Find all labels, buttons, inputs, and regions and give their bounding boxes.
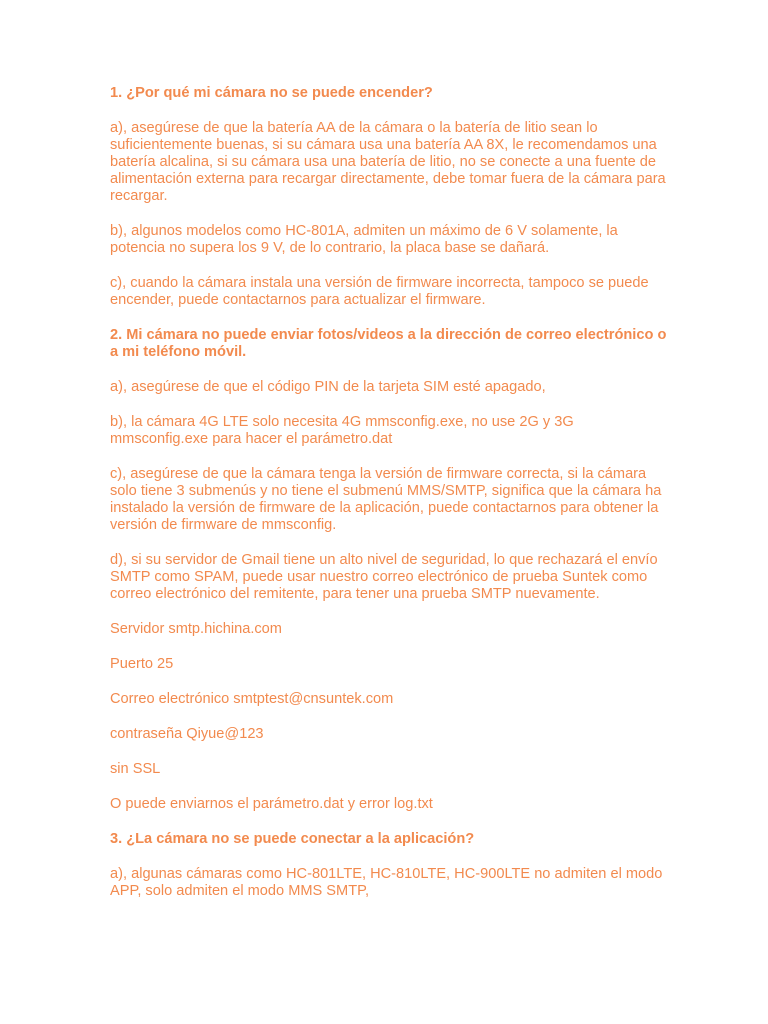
smtp-password-line: contraseña Qiyue@123 [110, 726, 264, 742]
section-1-paragraph-a: a), asegúrese de que la batería AA de la cámara o la batería de litio sean lo suficientemente buenas, si su cámara usa una batería AA 8X, le recomendamos una batería alcalina, si su cámara usa una batería de litio, no se conecte a una fuente de alimentación externa para recargar directamente, debe tomar fuera de la cámara para recargar. [110, 120, 666, 204]
section-2-paragraph-d: d), si su servidor de Gmail tiene un alto nivel de seguridad, lo que rechazará el envío SMTP como SPAM, puede usar nuestro correo electrónico de prueba Suntek como correo electrónico del remitente, para tener una prueba SMTP nuevamente. [110, 552, 658, 602]
smtp-ssl-line: sin SSL [110, 761, 161, 777]
section-1-heading: 1. ¿Por qué mi cámara no se puede encender? [110, 85, 433, 101]
section-2-paragraph-a: a), asegúrese de que el código PIN de la tarjeta SIM esté apagado, [110, 379, 546, 395]
section-2-paragraph-c: c), asegúrese de que la cámara tenga la versión de firmware correcta, si la cámara solo tiene 3 submenús y no tiene el submenú MMS/SMTP, significa que la cámara ha instalado la versión de firmware de la aplicación, puede contactarnos para obtener la versión de firmware de mmsconfig. [110, 466, 662, 533]
section-2-paragraph-b: b), la cámara 4G LTE solo necesita 4G mmsconfig.exe, no use 2G y 3G mmsconfig.exe para hacer el parámetro.dat [110, 414, 574, 447]
section-1-paragraph-c: c), cuando la cámara instala una versión de firmware incorrecta, tampoco se puede encender, puede contactarnos para actualizar el firmware. [110, 275, 649, 308]
smtp-email-line: Correo electrónico smtptest@cnsuntek.com [110, 691, 394, 707]
document-body [110, 85, 670, 918]
section-1-paragraph-b: b), algunos modelos como HC-801A, admiten un máximo de 6 V solamente, la potencia no supera los 9 V, de lo contrario, la placa base se dañará. [110, 223, 618, 256]
send-files-line: O puede enviarnos el parámetro.dat y error log.txt [110, 796, 433, 812]
section-2-heading: 2. Mi cámara no puede enviar fotos/videos a la dirección de correo electrónico o a mi teléfono móvil. [110, 327, 667, 360]
section-3-paragraph-a: a), algunas cámaras como HC-801LTE, HC-810LTE, HC-900LTE no admiten el modo APP, solo admiten el modo MMS SMTP, [110, 866, 663, 899]
section-3-heading: 3. ¿La cámara no se puede conectar a la aplicación? [110, 831, 475, 847]
smtp-server-line: Servidor smtp.hichina.com [110, 621, 282, 637]
smtp-port-line: Puerto 25 [110, 656, 174, 672]
